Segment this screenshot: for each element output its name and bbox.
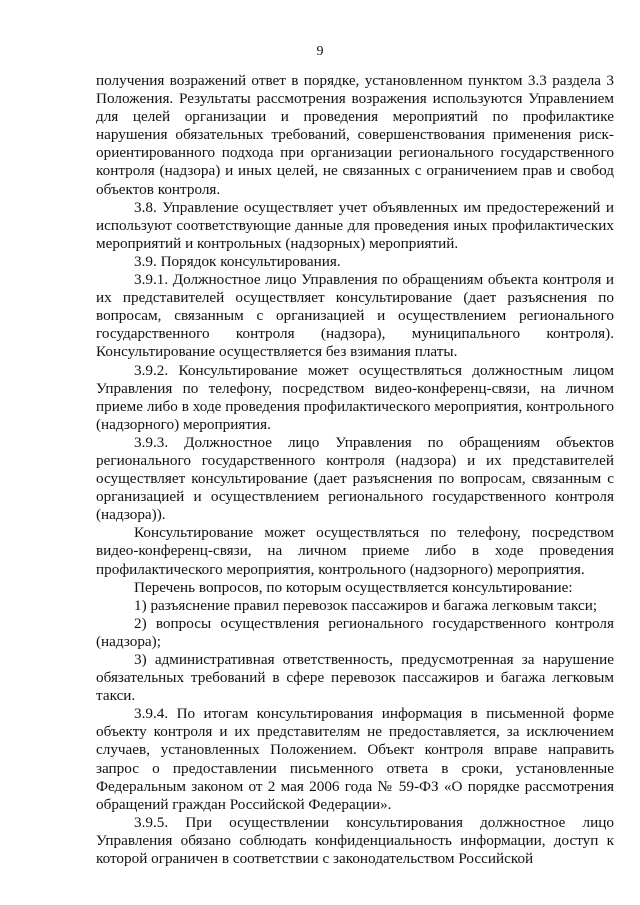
page-number: 9 — [316, 44, 324, 59]
paragraph: 3.9.4. По итогам консультирования информация в письменной форме объекту контроля и их представителям не предоставляется, за исключением случаев, установленных Положением. Объект контроля вправе направить запрос о предоставлении письменного ответа в сроки, установленные Федеральным законом от 2 мая 2006 года № 59-ФЗ «О порядке рассмотрения обращений граждан Российской Федерации». — [96, 705, 614, 813]
paragraph: Перечень вопросов, по которым осуществляется консультирование: — [134, 578, 573, 596]
paragraph: 3.9.3. Должностное лицо Управления по обращениям объектов регионального государственного контроля (надзора) и их представителей осуществляет консультирование (дает разъяснения по вопросам, связанным с организацией и осуществлением регионального государственного контроля (надзора)). — [96, 433, 614, 524]
paragraph: 2) вопросы осуществления регионального государственного контроля (надзора); — [96, 614, 614, 650]
paragraph: 3.9. Порядок консультирования. — [134, 252, 341, 270]
document-body — [96, 72, 614, 868]
paragraph: 3.9.2. Консультирование может осуществляться должностным лицом Управления по телефону, посредством видео-конференц-связи, на личном приеме либо в ходе проведения профилактического мероприятия, контрольного (надзорного) мероприятия. — [96, 361, 614, 433]
paragraph: 3.8. Управление осуществляет учет объявленных им предостережений и используют соответствующие данные для проведения иных профилактических мероприятий и контрольных (надзорных) мероприятий. — [96, 198, 614, 252]
paragraph: 3) административная ответственность, предусмотренная за нарушение обязательных требований в сфере перевозок пассажиров и багажа легковым такси. — [96, 651, 614, 705]
paragraph: 3.9.5. При осуществлении консультирования должностное лицо Управления обязано соблюдать конфиденциальность информации, доступ к которой ограничен в соответствии с законодательством Российской — [96, 813, 614, 868]
paragraph: Консультирование может осуществляться по телефону, посредством видео-конференц-связи, на личном приеме либо в ходе проведения профилактического мероприятия, контрольного (надзорного) мероприятия. — [96, 524, 614, 578]
paragraph: 1) разъяснение правил перевозок пассажиров и багажа легковым такси; — [134, 596, 598, 614]
paragraph: 3.9.1. Должностное лицо Управления по обращениям объекта контроля и их представителей осуществляет консультирование (дает разъяснения по вопросам, связанным с организацией и осуществлением регионального государственного контроля (надзора), муниципального контроля). Консультирование осуществляется без взимания платы. — [96, 271, 614, 361]
paragraph: получения возражений ответ в порядке, установленном пунктом 3.3 раздела 3 Положения. Результаты рассмотрения возражения используются Управлением для целей организации и проведения мероприятий по профилактике нарушения обязательных требований, совершенствования применения риск-ориентированного подхода при организации регионального государственного контроля (надзора) и иных целей, не связанных с ограничением прав и свобод объектов контроля. — [96, 72, 614, 198]
